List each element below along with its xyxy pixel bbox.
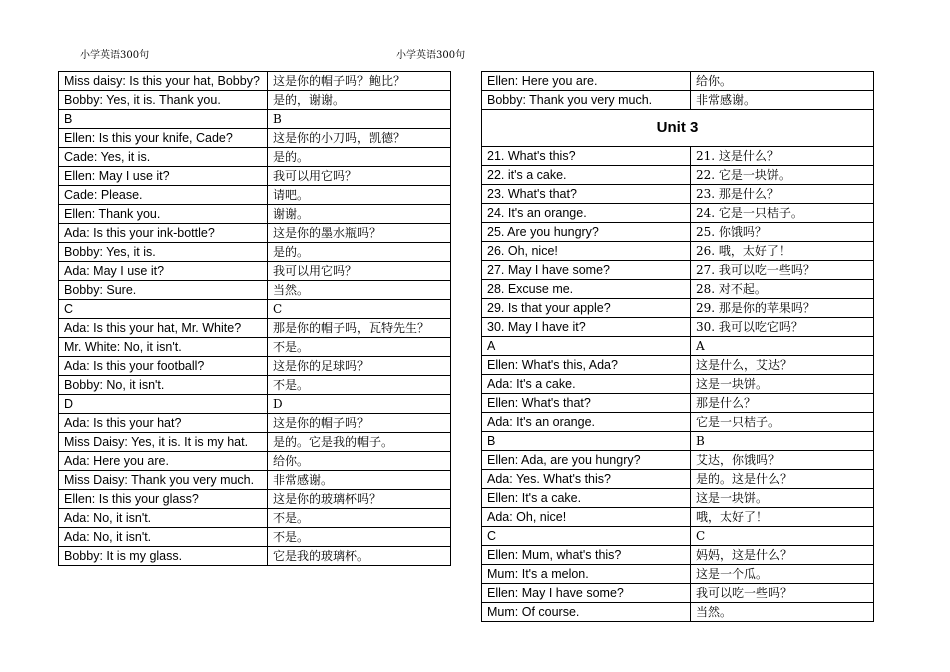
chinese-translation: 这是你的足球吗？ [268,357,451,376]
table-row [59,490,451,509]
table-row [59,547,451,566]
chinese-translation: 请吧。 [268,186,451,205]
chinese-translation: 29. 那是你的苹果吗？ [691,299,874,318]
chinese-translation: 它是一只桔子。 [691,413,874,432]
chinese-translation: 非常感谢。 [268,471,451,490]
english-sentence: 29. Is that your apple? [482,299,691,318]
english-sentence: D [59,395,268,414]
english-sentence: 22. it's a cake. [482,166,691,185]
chinese-translation: 27. 我可以吃一些吗？ [691,261,874,280]
chinese-translation: 是的。 [268,243,451,262]
english-sentence: 25. Are you hungry? [482,223,691,242]
table-row [59,243,451,262]
chinese-translation: 那是你的帽子吗，瓦特先生？ [268,319,451,338]
english-sentence: Ada: May I use it? [59,262,268,281]
chinese-translation: 这是什么，艾达？ [691,356,874,375]
chinese-translation: 30. 我可以吃它吗？ [691,318,874,337]
table-row [59,224,451,243]
english-sentence: Mum: Of course. [482,603,691,622]
table-row [482,299,874,318]
english-sentence: 30. May I have it? [482,318,691,337]
table-row [59,433,451,452]
table-row [59,509,451,528]
chinese-translation: 这是一块饼。 [691,375,874,394]
table-row [59,72,451,91]
english-sentence: Ellen: Mum, what's this? [482,546,691,565]
chinese-translation: 我可以吃一些吗？ [691,584,874,603]
english-sentence: Ada: No, it isn't. [59,528,268,547]
page-header-left: 小学英语300句 [80,50,150,61]
chinese-translation: 21. 这是什么？ [691,147,874,166]
english-sentence: B [482,432,691,451]
chinese-translation: 给你。 [268,452,451,471]
chinese-translation: C [691,527,874,546]
english-sentence: Bobby: Yes, it is. Thank you. [59,91,268,110]
table-row [59,414,451,433]
table-row [59,357,451,376]
dialogue-table-left [58,71,451,566]
unit-title: Unit 3 [482,110,874,147]
table-row [482,72,874,91]
table-row [482,204,874,223]
english-sentence: Ada: It's an orange. [482,413,691,432]
table-row [59,338,451,357]
english-sentence: Bobby: Sure. [59,281,268,300]
table-row [59,281,451,300]
english-sentence: Ada: Oh, nice! [482,508,691,527]
english-sentence: Mr. White: No, it isn't. [59,338,268,357]
table-row [59,148,451,167]
chinese-translation: 不是。 [268,338,451,357]
english-sentence: Ellen: Thank you. [59,205,268,224]
english-sentence: Miss Daisy: Yes, it is. It is my hat. [59,433,268,452]
english-sentence: Bobby: It is my glass. [59,547,268,566]
chinese-translation: A [691,337,874,356]
table-row [59,110,451,129]
chinese-translation: 这是你的帽子吗？鲍比？ [268,72,451,91]
chinese-translation: 这是你的玻璃杯吗？ [268,490,451,509]
english-sentence: Miss Daisy: Thank you very much. [59,471,268,490]
chinese-translation: 是的。这是什么？ [691,470,874,489]
table-row [482,223,874,242]
table-row [59,528,451,547]
english-sentence: Ellen: Here you are. [482,72,691,91]
chinese-translation: 非常感谢。 [691,91,874,110]
chinese-translation: 是的。 [268,148,451,167]
english-sentence: Ellen: Is this your knife, Cade? [59,129,268,148]
table-row [59,395,451,414]
table-row [482,166,874,185]
chinese-translation: 28. 对不起。 [691,280,874,299]
english-sentence: 21. What's this? [482,147,691,166]
table-row [482,432,874,451]
chinese-translation: 这是你的墨水瓶吗？ [268,224,451,243]
table-row [482,584,874,603]
table-row [482,318,874,337]
english-sentence: Bobby: Thank you very much. [482,91,691,110]
table-row [482,147,874,166]
table-row [59,452,451,471]
page-header-right: 小学英语300句 [396,50,466,61]
chinese-translation: B [268,110,451,129]
chinese-translation: 哦，太好了！ [691,508,874,527]
english-sentence: 27. May I have some? [482,261,691,280]
english-sentence: Miss daisy: Is this your hat, Bobby? [59,72,268,91]
chinese-translation: 不是。 [268,376,451,395]
table-row [59,129,451,148]
chinese-translation: 这是你的小刀吗，凯德？ [268,129,451,148]
table-row [482,451,874,470]
table-row [59,186,451,205]
chinese-translation: 不是。 [268,528,451,547]
table-row [482,280,874,299]
english-sentence: Ellen: May I have some? [482,584,691,603]
table-row [482,470,874,489]
table-row [59,300,451,319]
table-row [482,413,874,432]
english-sentence: 28. Excuse me. [482,280,691,299]
table-row [59,319,451,338]
table-row [482,261,874,280]
chinese-translation: 当然。 [268,281,451,300]
chinese-translation: 当然。 [691,603,874,622]
english-sentence: Cade: Yes, it is. [59,148,268,167]
chinese-translation: 不是。 [268,509,451,528]
chinese-translation: C [268,300,451,319]
table-row [482,565,874,584]
english-sentence: Ada: Is this your ink-bottle? [59,224,268,243]
table-row [59,262,451,281]
english-sentence: 26. Oh, nice! [482,242,691,261]
chinese-translation: 妈妈，这是什么？ [691,546,874,565]
english-sentence: C [59,300,268,319]
table-row [482,375,874,394]
table-row [482,508,874,527]
chinese-translation: 是的。它是我的帽子。 [268,433,451,452]
english-sentence: Mum: It's a melon. [482,565,691,584]
english-sentence: Ada: No, it isn't. [59,509,268,528]
english-sentence: A [482,337,691,356]
english-sentence: Bobby: Yes, it is. [59,243,268,262]
chinese-translation: 给你。 [691,72,874,91]
chinese-translation: 是的，谢谢。 [268,91,451,110]
table-row [59,471,451,490]
english-sentence: Ada: It's a cake. [482,375,691,394]
chinese-translation: 25. 你饿吗？ [691,223,874,242]
chinese-translation: 它是我的玻璃杯。 [268,547,451,566]
unit-heading-row [482,110,874,147]
english-sentence: Ada: Is this your hat, Mr. White? [59,319,268,338]
english-sentence: Ada: Here you are. [59,452,268,471]
chinese-translation: D [268,395,451,414]
english-sentence: Ellen: It's a cake. [482,489,691,508]
english-sentence: 24. It's an orange. [482,204,691,223]
table-row [59,91,451,110]
chinese-translation: 这是你的帽子吗？ [268,414,451,433]
chinese-translation: 24. 它是一只桔子。 [691,204,874,223]
table-row [482,489,874,508]
english-sentence: Cade: Please. [59,186,268,205]
chinese-translation: B [691,432,874,451]
table-row [482,337,874,356]
chinese-translation: 谢谢。 [268,205,451,224]
table-row [482,394,874,413]
table-row [482,527,874,546]
english-sentence: Ada: Is this your hat? [59,414,268,433]
chinese-translation: 那是什么？ [691,394,874,413]
chinese-translation: 这是一块饼。 [691,489,874,508]
table-row [59,376,451,395]
chinese-translation: 26. 哦，太好了！ [691,242,874,261]
table-row [59,205,451,224]
chinese-translation: 这是一个瓜。 [691,565,874,584]
table-row [482,91,874,110]
table-row [482,185,874,204]
table-row [59,167,451,186]
english-sentence: C [482,527,691,546]
table-row [482,546,874,565]
chinese-translation: 我可以用它吗？ [268,167,451,186]
english-sentence: Bobby: No, it isn't. [59,376,268,395]
english-sentence: 23. What's that? [482,185,691,204]
english-sentence: B [59,110,268,129]
english-sentence: Ellen: What's this, Ada? [482,356,691,375]
chinese-translation: 23. 那是什么？ [691,185,874,204]
english-sentence: Ada: Is this your football? [59,357,268,376]
english-sentence: Ellen: Ada, are you hungry? [482,451,691,470]
english-sentence: Ellen: May I use it? [59,167,268,186]
chinese-translation: 艾达，你饿吗？ [691,451,874,470]
table-row [482,603,874,622]
chinese-translation: 22. 它是一块饼。 [691,166,874,185]
chinese-translation: 我可以用它吗？ [268,262,451,281]
english-sentence: Ellen: What's that? [482,394,691,413]
dialogue-table-right [481,71,874,622]
table-row [482,242,874,261]
english-sentence: Ada: Yes. What's this? [482,470,691,489]
english-sentence: Ellen: Is this your glass? [59,490,268,509]
table-row [482,356,874,375]
